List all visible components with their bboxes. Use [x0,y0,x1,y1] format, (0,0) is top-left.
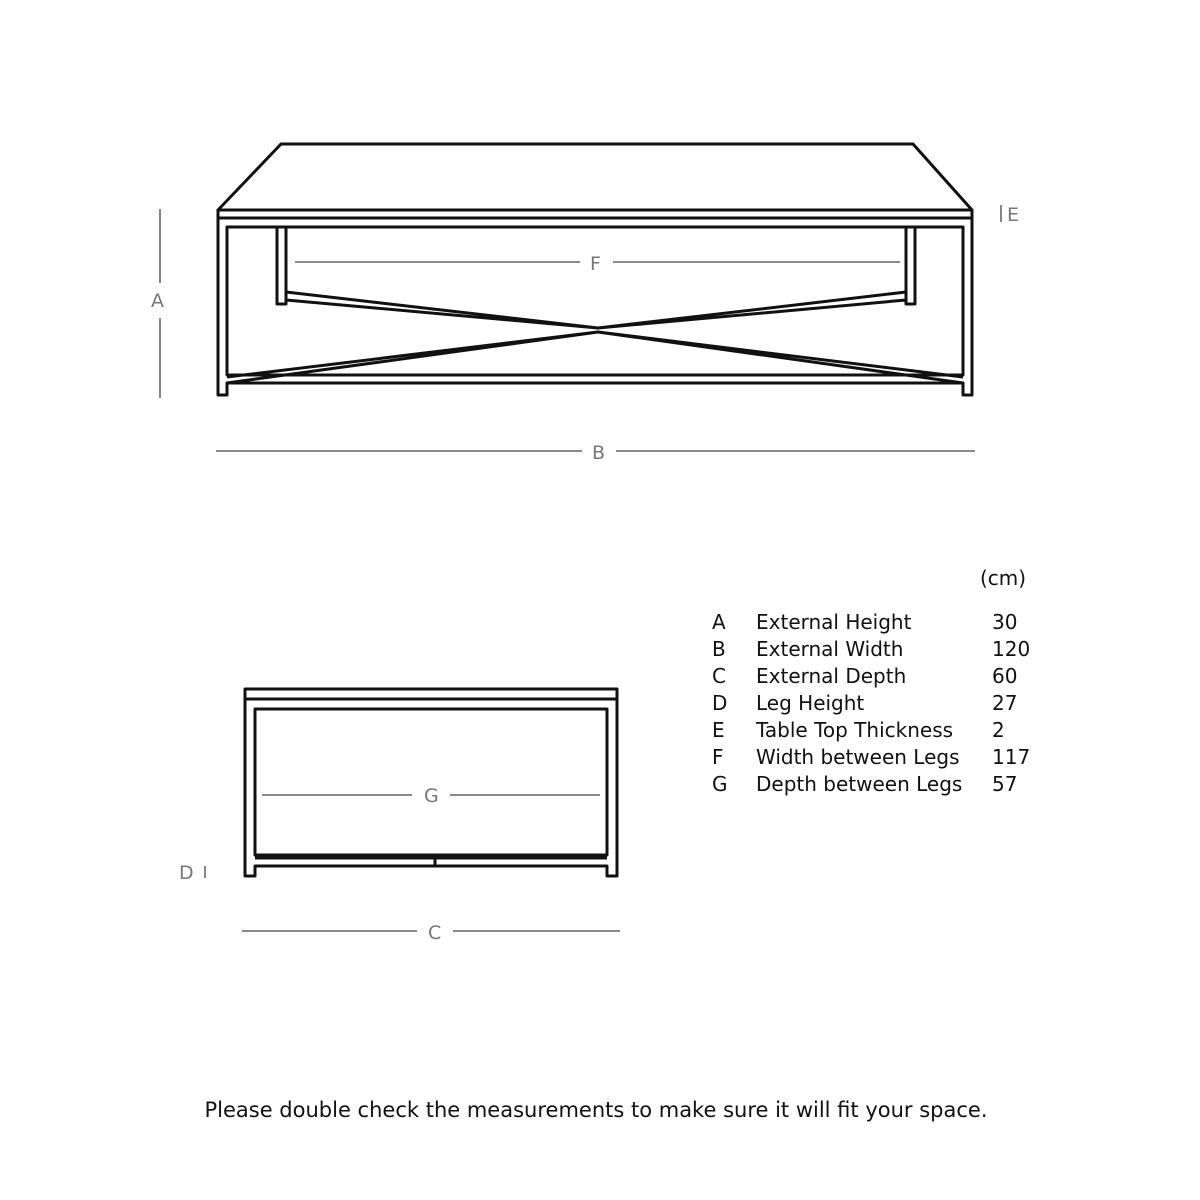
table-top-edge [218,210,972,218]
dimension-key: D [712,691,728,715]
back-leg-right [906,227,915,304]
unit-label: (cm) [980,566,1027,590]
dimension-value: 30 [992,610,1018,634]
dimension-name: Leg Height [756,691,865,715]
dimension-name: External Width [756,637,904,661]
back-leg-left [277,227,286,304]
dimension-key: C [712,664,726,688]
fit-check-note: Please double check the measurements to make sure it will fit your space. [204,1098,988,1122]
dimension-key: F [712,745,724,769]
cross-brace-left-back [286,292,598,328]
table-top-surface [218,144,972,210]
side-view [245,689,617,876]
side-table-top [245,689,617,699]
side-frame-inner [255,709,607,855]
side-view-dimensions [205,795,620,931]
dim-label-g: G [424,785,439,807]
dimension-value: 57 [992,772,1018,796]
dimension-name: Width between Legs [756,745,960,769]
front-frame-inner [227,227,963,375]
dimension-name: Depth between Legs [756,772,963,796]
dimension-value: 27 [992,691,1018,715]
dimension-key: G [712,772,728,796]
dimension-key: B [712,637,726,661]
dim-label-c: C [428,922,442,944]
dimension-name: External Height [756,610,912,634]
dimension-name: Table Top Thickness [756,718,954,742]
dimension-value: 60 [992,664,1018,688]
dim-label-a: A [151,290,164,312]
dim-label-b: B [592,442,606,464]
dim-label-f: F [590,253,601,275]
dimension-name: External Depth [756,664,907,688]
dim-label-d: D [179,862,194,884]
dimension-key: A [712,610,726,634]
dimension-value: 120 [992,637,1031,661]
cross-brace-right-back [598,292,906,328]
dim-label-e: E [1007,204,1020,226]
dimension-value: 117 [992,745,1031,769]
dimension-key: E [712,718,725,742]
dimension-value: 2 [992,718,1005,742]
